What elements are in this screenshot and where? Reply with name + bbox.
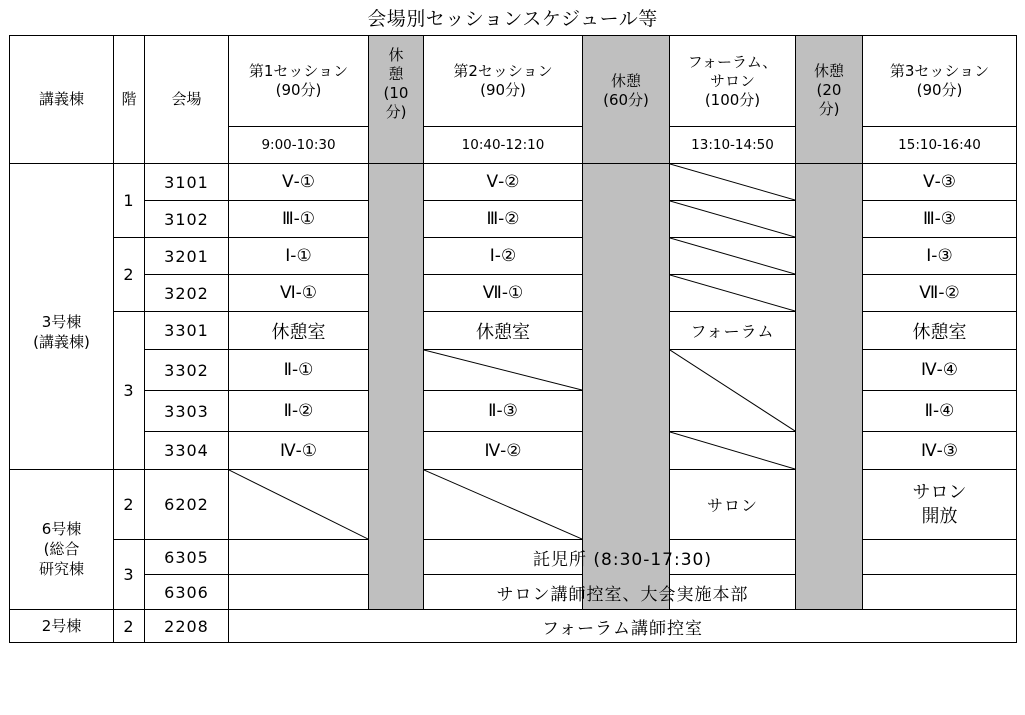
time-session-2: 10:40-12:10: [424, 127, 583, 164]
room-6202: 6202: [145, 470, 229, 540]
page-title: 会場別セッションスケジュール等: [367, 8, 658, 30]
cell-3304-s1: Ⅳ-①: [229, 432, 369, 470]
room-6306: 6306: [145, 575, 229, 610]
empty-diagonal: [670, 238, 796, 275]
cell-3101-s3: Ⅴ-③: [863, 164, 1017, 201]
table-row: [10, 201, 1017, 238]
floor-1: 1: [114, 164, 145, 238]
empty-diagonal: [229, 470, 369, 540]
table-row: [10, 238, 1017, 275]
room-3202: 3202: [145, 275, 229, 312]
time-session-1: 9:00-10:30: [229, 127, 369, 164]
building-6: 6号棟 (総合 研究棟: [10, 470, 114, 610]
header-break-3: 休憩 (20 分): [796, 36, 863, 164]
cell-2208-span: フォーラム講師控室: [229, 610, 1017, 643]
cell-6202-forum: サロン: [670, 470, 796, 540]
table-row: [10, 312, 1017, 350]
floor-2: 2: [114, 238, 145, 312]
header-row: [10, 36, 1017, 127]
cell-3303-s2: Ⅱ-③: [424, 391, 583, 432]
room-3304: 3304: [145, 432, 229, 470]
cell-3201-s3: Ⅰ-③: [863, 238, 1017, 275]
header-break-2: 休憩 (60分): [583, 36, 670, 164]
empty-diagonal: [670, 275, 796, 312]
empty-diagonal: [670, 164, 796, 201]
header-session-2: 第2セッション (90分): [424, 36, 583, 127]
time-session-3: 15:10-16:40: [863, 127, 1017, 164]
room-3302: 3302: [145, 350, 229, 391]
cell-6305-span: 託児所 (8:30-17:30): [229, 540, 1017, 575]
empty-diagonal: [670, 432, 796, 470]
floor-3: 3: [114, 312, 145, 470]
time-forum: 13:10-14:50: [670, 127, 796, 164]
cell-3102-s3: Ⅲ-③: [863, 201, 1017, 238]
cell-3301-s1: 休憩室: [229, 312, 369, 350]
cell-6306-span: サロン講師控室、大会実施本部: [229, 575, 1017, 610]
cell-3301-s3: 休憩室: [863, 312, 1017, 350]
cell-3302-s1: Ⅱ-①: [229, 350, 369, 391]
room-6305: 6305: [145, 540, 229, 575]
table-row: [10, 164, 1017, 201]
room-3102: 3102: [145, 201, 229, 238]
cell-3301-s2: 休憩室: [424, 312, 583, 350]
room-3201: 3201: [145, 238, 229, 275]
cell-3303-s3: Ⅱ-④: [863, 391, 1017, 432]
schedule-table: [9, 35, 1017, 643]
header-floor: 階: [114, 36, 145, 164]
cell-3201-s1: Ⅰ-①: [229, 238, 369, 275]
cell-3304-s3: Ⅳ-③: [863, 432, 1017, 470]
cell-3201-s2: Ⅰ-②: [424, 238, 583, 275]
cell-3202-s1: Ⅵ-①: [229, 275, 369, 312]
cell-3303-s1: Ⅱ-②: [229, 391, 369, 432]
table-row: [10, 540, 1017, 575]
cell-3301-forum: フォーラム: [670, 312, 796, 350]
header-room: 会場: [145, 36, 229, 164]
cell-3102-s2: Ⅲ-②: [424, 201, 583, 238]
cell-6202-s3: サロン 開放: [863, 470, 1017, 540]
floor-6-3: 3: [114, 540, 145, 610]
room-2208: 2208: [145, 610, 229, 643]
table-row: [10, 275, 1017, 312]
building-2: 2号棟: [10, 610, 114, 643]
cell-3202-s3: Ⅶ-②: [863, 275, 1017, 312]
floor-6-2: 2: [114, 470, 145, 540]
cell-3101-s2: Ⅴ-②: [424, 164, 583, 201]
building-3: 3号棟 (講義棟): [10, 164, 114, 470]
room-3101: 3101: [145, 164, 229, 201]
header-session-3: 第3セッション (90分): [863, 36, 1017, 127]
table-row: [10, 350, 1017, 391]
header-forum: フォーラム、 サロン (100分): [670, 36, 796, 127]
table-row: [10, 432, 1017, 470]
empty-diagonal: [424, 350, 583, 391]
empty-diagonal: [670, 350, 796, 432]
empty-diagonal: [424, 470, 583, 540]
table-row: [10, 391, 1017, 432]
header-session-1: 第1セッション (90分): [229, 36, 369, 127]
header-building: 講義棟: [10, 36, 114, 164]
table-row: [10, 610, 1017, 643]
room-3301: 3301: [145, 312, 229, 350]
cell-3304-s2: Ⅳ-②: [424, 432, 583, 470]
cell-3202-s2: Ⅶ-①: [424, 275, 583, 312]
cell-3302-s3: Ⅳ-④: [863, 350, 1017, 391]
empty-diagonal: [670, 201, 796, 238]
table-row: [10, 470, 1017, 540]
header-break-1: 休 憩 (10 分): [369, 36, 424, 164]
cell-3101-s1: Ⅴ-①: [229, 164, 369, 201]
floor-2-2: 2: [114, 610, 145, 643]
cell-3102-s1: Ⅲ-①: [229, 201, 369, 238]
table-row: [10, 575, 1017, 610]
room-3303: 3303: [145, 391, 229, 432]
